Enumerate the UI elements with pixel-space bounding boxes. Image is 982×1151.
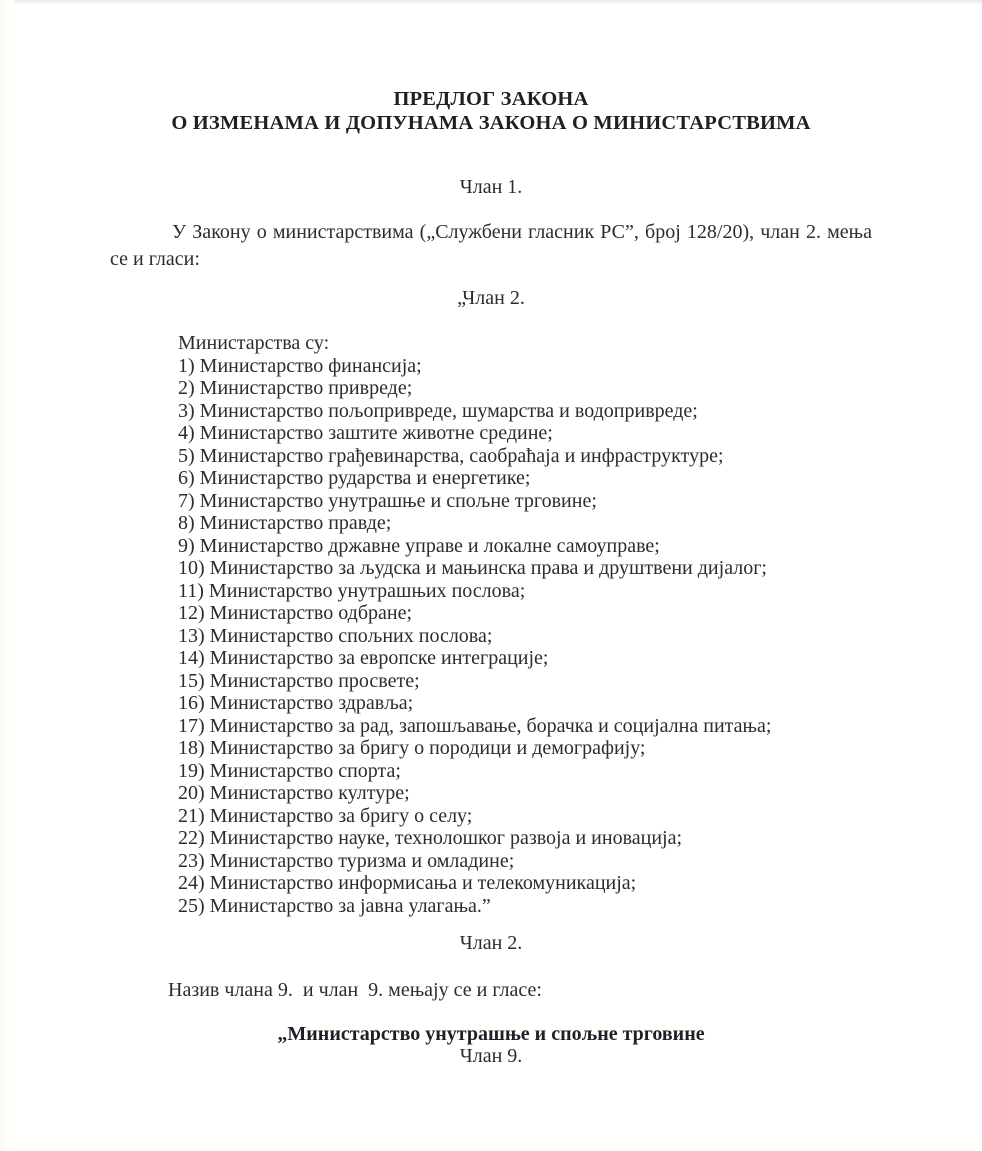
- article-2-heading: Члан 2.: [459, 932, 523, 954]
- ministry-list-block: [178, 332, 938, 917]
- ministry-list-item: 12) Министарство одбране;: [178, 602, 413, 624]
- ministry-list-item: 23) Министарство туризма и омладине;: [178, 849, 515, 872]
- ministry-list-item: 10) Министарство за људска и мањинска права и друштвени дијалог;: [178, 557, 767, 579]
- ministry-list-item: 7) Министарство унутрашње и спољне трговине;: [178, 489, 597, 512]
- ministry-list-item: 20) Министарство културе;: [178, 782, 410, 804]
- ministry-list-item: 3) Министарство пољопривреде, шумарства и водопривреде;: [178, 399, 698, 422]
- scan-edge-shading-left: [0, 0, 14, 1151]
- ministry-section-subtitle: „Министарство унутрашње и спољне трговине: [277, 1023, 705, 1045]
- ministry-list-item: 19) Министарство спорта;: [178, 759, 401, 782]
- ministry-list-item: 1) Министарство финансија;: [178, 354, 422, 377]
- ministry-list-item: 11) Министарство унутрашњих послова;: [178, 579, 526, 602]
- ministry-list-item: 17) Министарство за рад, запошљавање, борачка и социјална питања;: [178, 714, 772, 737]
- article-1-heading: Члан 1.: [459, 176, 523, 198]
- ministry-list-item: 9) Министарство државне управе и локалне самоуправе;: [178, 534, 660, 557]
- ministry-list-item: 5) Министарство грађевинарства, саобраћаја и инфраструктуре;: [178, 444, 724, 467]
- ministry-list-item: 14) Министарство за европске интеграције;: [178, 647, 549, 669]
- ministry-list-item: 4) Министарство заштите животне средине;: [178, 422, 553, 444]
- ministry-list-item: 21) Министарство за бригу о селу;: [178, 804, 473, 827]
- document-title-line-1: ПРЕДЛОГ ЗАКОНА: [393, 88, 589, 110]
- ministry-list-item: 25) Министарство за јавна улагања.”: [178, 894, 491, 917]
- ministry-list-item: 22) Министарство науке, технолошког развоја и иновација;: [178, 827, 683, 849]
- ministry-list-lead-in: Министарства су:: [178, 332, 330, 354]
- quoted-article-2-heading: „Члан 2.: [457, 287, 525, 309]
- amendment-paragraph: Назив члана 9. и члан 9. мењају се и гласе:: [168, 979, 542, 1001]
- intro-paragraph: У Закону о министарствима („Службени гласник РС”, број 128/20), члан 2. мења се и гласи:: [110, 221, 872, 270]
- ministry-list-item: 6) Министарство рударства и енергетике;: [178, 467, 531, 489]
- ministry-list-item: 18) Министарство за бригу о породици и демографију;: [178, 737, 646, 759]
- ministry-list-item: 8) Министарство правде;: [178, 512, 392, 534]
- scan-edge-shading-top: [0, 0, 982, 5]
- ministry-list-item: 2) Министарство привреде;: [178, 377, 413, 399]
- article-9-heading: Члан 9.: [459, 1045, 523, 1067]
- ministry-list: [178, 355, 938, 918]
- ministry-list-item: 16) Министарство здравља;: [178, 692, 414, 714]
- ministry-list-item: 24) Министарство информисања и телекомуникација;: [178, 872, 637, 894]
- ministry-list-item: 13) Министарство спољних послова;: [178, 624, 493, 647]
- ministry-list-item: 15) Министарство просвете;: [178, 669, 420, 692]
- document-title-line-2: О ИЗМЕНАМА И ДОПУНАМА ЗАКОНА О МИНИСТАРСТВИМА: [171, 112, 811, 134]
